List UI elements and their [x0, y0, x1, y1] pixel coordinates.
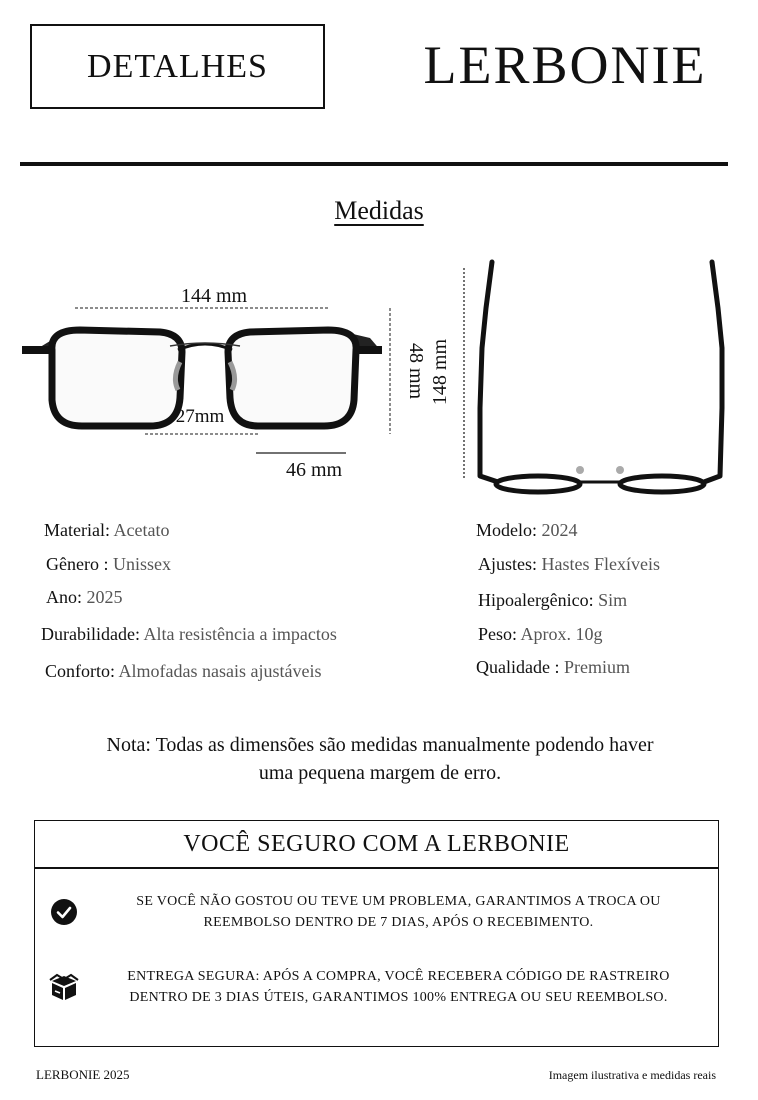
- spec-conforto: Conforto: Almofadas nasais ajustáveis: [45, 661, 322, 681]
- right-lens: [228, 330, 356, 426]
- spec-material: Material: Acetato: [44, 520, 170, 540]
- guarantee-item-delivery: ENTREGA SEGURA: APÓS A COMPRA, VOCÊ RECEBERA CÓDIGO DE RASTREIRO DENTRO DE 3 DIAS ÚTEIS, GARANTIMOS 100% ENTREGA OU SEU REEMBOLSO.: [35, 966, 718, 1008]
- left-rim-top: [496, 476, 580, 492]
- footer-disclaimer: Imagem ilustrativa e medidas reais: [548, 1068, 716, 1082]
- temple-length-label: 148 mm: [429, 338, 451, 406]
- spec-modelo: Modelo: 2024: [476, 520, 578, 540]
- brand-logo: LERBONIE: [423, 35, 707, 95]
- lens-height-label: 48 mm: [405, 342, 427, 400]
- header-box: [30, 24, 325, 109]
- left-lens: [52, 330, 182, 426]
- guarantee-title: VOCÊ SEGURO COM A LERBONIE: [183, 830, 570, 857]
- spec-durabilidade: Durabilidade: Alta resistência a impactos: [41, 624, 337, 644]
- header-divider: [20, 162, 728, 166]
- right-rim-top: [620, 476, 704, 492]
- spec-genero: Gênero : Unissex: [46, 554, 171, 574]
- measures-title: Medidas: [334, 196, 424, 225]
- guarantee-item-return: SE VOCÊ NÃO GOSTOU OU TEVE UM PROBLEMA, GARANTIMOS A TROCA OU REEMBOLSO DENTRO DE 7 DIAS, APÓS O RECEBIMENTO.: [35, 891, 718, 933]
- glasses-front-illustration: [10, 250, 430, 490]
- total-width-label: 144 mm: [180, 285, 248, 307]
- left-temple: [480, 262, 492, 476]
- left-pad-top: [576, 466, 584, 474]
- guarantee-box: [34, 820, 719, 1047]
- guarantee-header: [35, 821, 718, 869]
- spec-peso: Peso: Aprox. 10g: [478, 624, 603, 644]
- footer-brand-year: LERBONIE 2025: [36, 1067, 130, 1082]
- box-icon: [49, 972, 79, 1002]
- header-box-label: DETALHES: [87, 47, 268, 85]
- spec-ajustes: Ajustes: Hastes Flexíveis: [478, 554, 661, 574]
- spec-qualidade: Qualidade : Premium: [476, 657, 630, 677]
- bridge: [178, 344, 232, 350]
- bridge-label: 27mm: [175, 406, 225, 427]
- glasses-side-illustration: [429, 248, 736, 498]
- lens-width-label: 46 mm: [285, 459, 343, 481]
- right-temple: [712, 262, 722, 476]
- measurement-note: Nota: Todas as dimensões são medidas manualmente podendo haver uma pequena margem de erro.: [106, 734, 654, 784]
- spec-hipoalergenico: Hipoalergênico: Sim: [478, 590, 628, 610]
- check-circle-icon: [50, 898, 78, 926]
- spec-ano: Ano: 2025: [46, 587, 123, 607]
- right-pad-top: [616, 466, 624, 474]
